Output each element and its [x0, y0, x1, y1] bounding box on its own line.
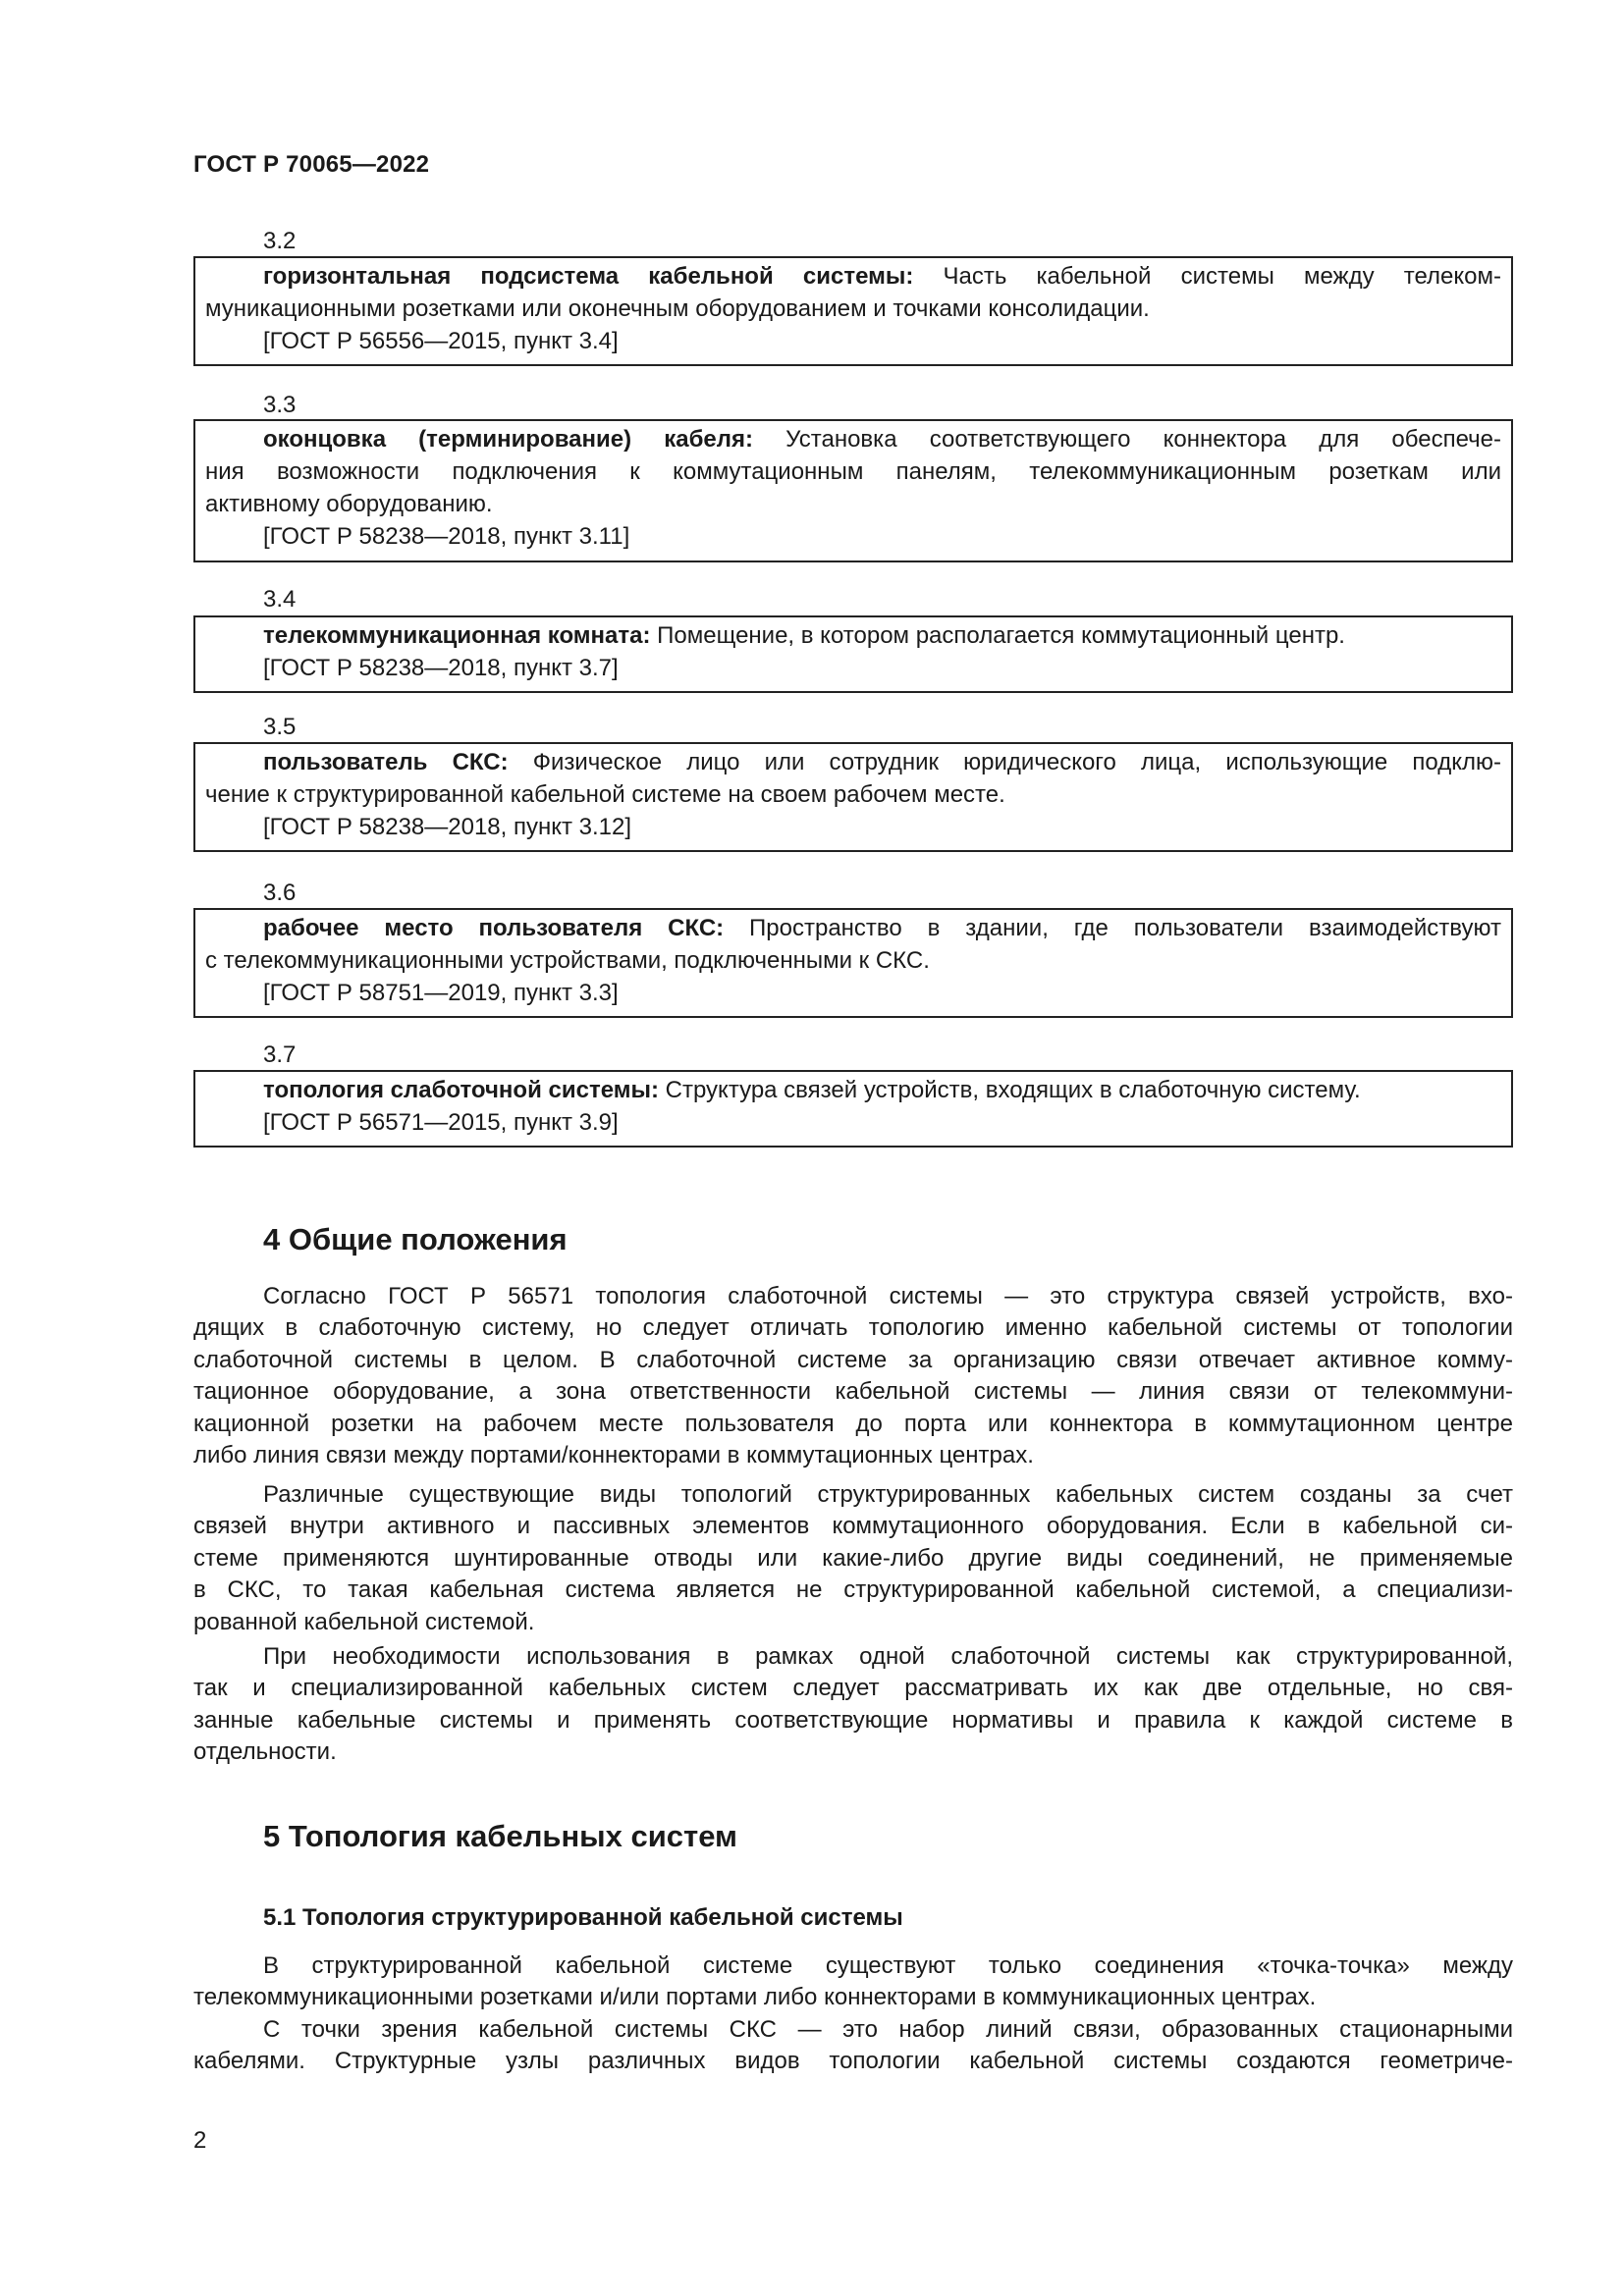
paragraph-line: занные кабельные системы и применять соответствующие нормативы и правила к каждой системе в — [193, 1706, 1513, 1734]
section-4-paragraph — [193, 1281, 1513, 1471]
term-definition-text: активному оборудованию. — [205, 491, 493, 517]
paragraph-line: С точки зрения кабельной системы СКС — это набор линий связи, образованных стационарными — [263, 2016, 1513, 2043]
paragraph-line: При необходимости использования в рамках одной слаботочной системы как структурированной, — [263, 1643, 1513, 1670]
term-definition-text: муникационными розетками или оконечным оборудованием и точками консолидации. — [205, 295, 1150, 322]
term-reference: [ГОСТ Р 56556—2015, пункт 3.4] — [263, 328, 619, 354]
document-header: ГОСТ Р 70065—2022 — [193, 151, 430, 178]
term-definition-line — [205, 293, 1501, 325]
term-number: 3.2 — [263, 228, 297, 254]
term-definition-text: Помещение, в котором располагается коммутационный центр. — [650, 622, 1345, 649]
section-5-paragraph — [193, 1950, 1513, 2014]
section-4-paragraph — [193, 1479, 1513, 1638]
section-5-paragraph — [193, 2014, 1513, 2078]
term-definition-box — [193, 1070, 1513, 1148]
term-definition-text: Пространство в здании, где пользователи взаимодействуют — [724, 915, 1501, 941]
term-definition-line — [205, 488, 1501, 520]
paragraph-line: рованной кабельной системой. — [193, 1608, 535, 1635]
paragraph-line: отдельности. — [193, 1738, 337, 1766]
term-definition-text: чение к структурированной кабельной системе на своем рабочем месте. — [205, 781, 1005, 808]
section-4-heading: 4 Общие положения — [263, 1222, 568, 1256]
term-definition-text: Структура связей устройств, входящих в слаботочную систему. — [658, 1077, 1361, 1103]
term-definition-first-line — [205, 912, 1501, 944]
paragraph-line: слаботочной системы в целом. В слаботочной системе за организацию связи отвечает активное комму- — [193, 1346, 1513, 1373]
term-definition-box — [193, 742, 1513, 852]
term-definition-box — [193, 256, 1513, 366]
paragraph-line: кационной розетки на рабочем месте пользователя до порта или коннектора в коммутационном центре — [193, 1410, 1513, 1437]
term-number: 3.3 — [263, 392, 297, 418]
term-number: 3.6 — [263, 880, 297, 906]
term-name: топология слаботочной системы: — [263, 1077, 659, 1103]
term-reference: [ГОСТ Р 58238—2018, пункт 3.7] — [263, 655, 619, 681]
term-name: оконцовка (терминирование) кабеля: — [263, 426, 753, 453]
paragraph-line: Различные существующие виды топологий структурированных кабельных систем созданы за счет — [263, 1481, 1513, 1508]
term-definition-first-line — [205, 619, 1501, 652]
term-definition-box — [193, 908, 1513, 1018]
term-definition-line — [205, 455, 1501, 488]
term-name: пользователь СКС: — [263, 749, 509, 775]
paragraph-line: в СКС, то такая кабельная система является не структурированной кабельной системой, а специализи- — [193, 1576, 1513, 1604]
section-5-heading: 5 Топология кабельных систем — [263, 1819, 737, 1853]
term-number: 3.5 — [263, 714, 297, 740]
paragraph-line: либо линия связи между портами/коннекторами в коммутационных центрах. — [193, 1442, 1034, 1469]
term-reference: [ГОСТ Р 58751—2019, пункт 3.3] — [263, 980, 619, 1006]
term-definition-text: Часть кабельной системы между телеком- — [913, 263, 1501, 290]
term-name: рабочее место пользователя СКС: — [263, 915, 725, 941]
term-definition-first-line — [205, 423, 1501, 455]
term-definition-line — [205, 778, 1501, 811]
paragraph-line: телекоммуникационными розетками и/или портами либо коннекторами в коммуникационных центрах. — [193, 1984, 1317, 2011]
term-reference: [ГОСТ Р 58238—2018, пункт 3.12] — [263, 814, 632, 840]
page-number: 2 — [193, 2127, 207, 2154]
paragraph-line: тационное оборудование, а зона ответственности кабельной системы — линия связи от телекоммуни- — [193, 1378, 1513, 1406]
term-definition-box — [193, 615, 1513, 693]
term-definition-text: с телекоммуникационными устройствами, подключенными к СКС. — [205, 947, 930, 974]
term-number: 3.7 — [263, 1041, 297, 1068]
term-reference: [ГОСТ Р 56571—2015, пункт 3.9] — [263, 1109, 619, 1136]
term-definition-text: ния возможности подключения к коммутационным панелям, телекоммуникационным розеткам или — [205, 458, 1501, 485]
paragraph-line: дящих в слаботочную систему, но следует отличать топологию именно кабельной системы от топологии — [193, 1314, 1513, 1342]
paragraph-line: В структурированной кабельной системе существуют только соединения «точка-точка» между — [263, 1952, 1513, 1979]
term-number: 3.4 — [263, 586, 297, 613]
term-name: телекоммуникационная комната: — [263, 622, 651, 649]
term-definition-first-line — [205, 746, 1501, 778]
paragraph-line: стеме применяются шунтированные отводы или какие-либо другие виды соединений, не применяемые — [193, 1544, 1513, 1572]
section-4-paragraph — [193, 1641, 1513, 1769]
term-definition-first-line — [205, 260, 1501, 293]
term-definition-first-line — [205, 1074, 1501, 1106]
term-definition-text: Установка соответствующего коннектора для обеспече- — [752, 426, 1501, 453]
term-definition-text: Физическое лицо или сотрудник юридического лица, использующие подклю- — [508, 749, 1502, 775]
paragraph-line: связей внутри активного и пассивных элементов коммутационного оборудования. Если в кабельной си- — [193, 1513, 1513, 1540]
paragraph-line: Согласно ГОСТ Р 56571 топология слаботочной системы — это структура связей устройств, вхо- — [263, 1283, 1513, 1309]
term-definition-line — [205, 944, 1501, 977]
paragraph-line: кабелями. Структурные узлы различных видов топологии кабельной системы создаются геометриче- — [193, 2048, 1513, 2075]
term-reference: [ГОСТ Р 58238—2018, пункт 3.11] — [263, 523, 630, 550]
section-5-1-heading: 5.1 Топология структурированной кабельной системы — [263, 1904, 903, 1931]
term-name: горизонтальная подсистема кабельной системы: — [263, 263, 914, 290]
term-definition-box — [193, 419, 1513, 562]
paragraph-line: так и специализированной кабельных систем следует рассматривать их как две отдельные, но свя- — [193, 1675, 1513, 1702]
